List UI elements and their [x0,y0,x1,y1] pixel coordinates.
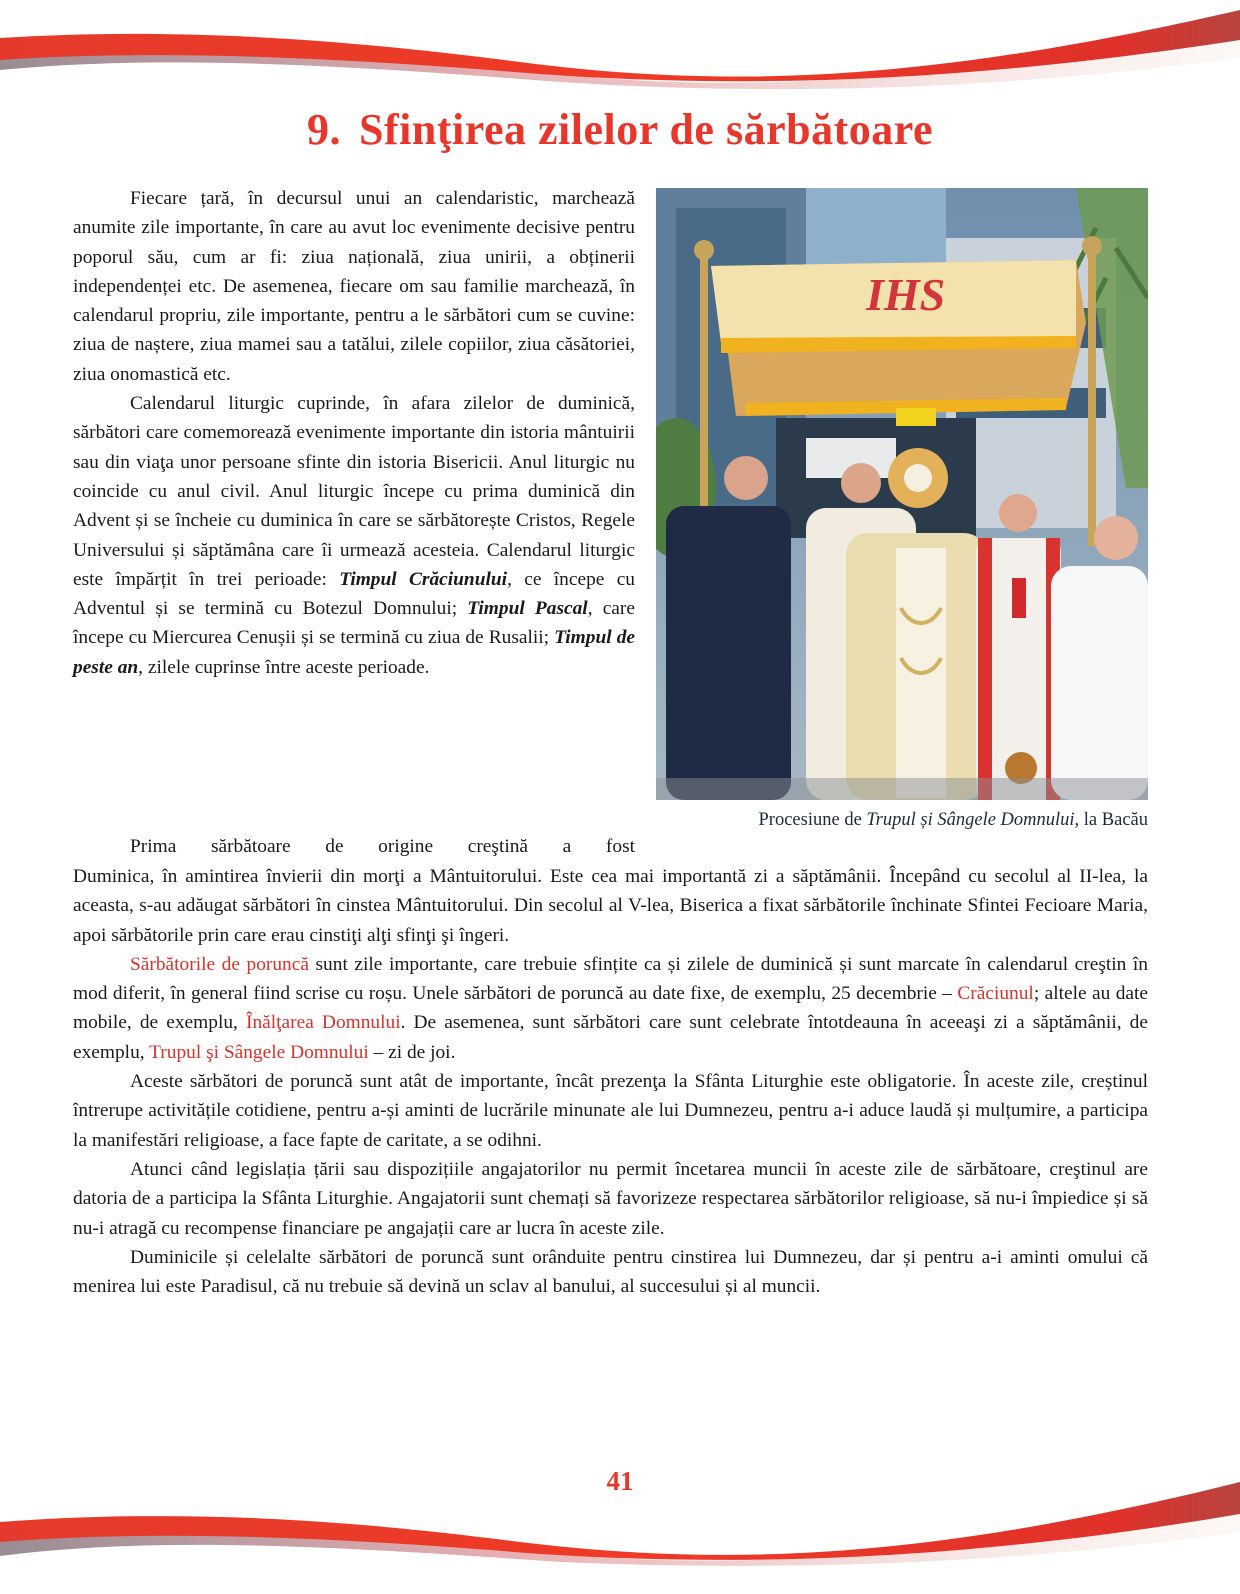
procession-photo [656,188,1148,800]
paragraph [73,1067,1148,1155]
paragraph [73,950,1148,1067]
text-segment: , care începe cu Miercurea Cenușii și se termină cu ziua de Rusalii; [73,598,635,649]
header-swoosh-decoration [0,0,1240,95]
paragraph [73,1243,1148,1302]
liturgical-period-term: Timpul Crăciunului [339,568,508,590]
chapter-number: 9. [307,105,342,154]
caption-italic: Trupul și Sângele Domnului [866,810,1075,830]
photo-caption [656,806,1148,834]
text-segment: – zi de joi. [368,1041,456,1063]
text-segment: Aceste sărbători de poruncă sunt atât de importante, încât prezenţa la Sfânta Liturghie este obligatorie. În aceste zile, creștinul întrerupe activitățile cotidiene, pentru a-și aminti de lucrările minunate ale lui Dumnezeu, pentru a-i aduce laudă și mulțumire, a participa la manifestări religioase, a face fapte de caritate, a se odihni. [73,1071,1148,1151]
paragraph-3-continued: Duminica, în amintirea învierii din morţi a Mântuitorului. Este cea mai importantă zi a săptămânii. Începând cu secolul al II-lea, la aceasta, s-au adăugat sărbători în cinstea Mântuitorului. Din secolul al V-lea, Biserica a fixat sărbătorile închinate Sfintei Fecioare Maria, apoi sărbătorile prin care erau cinstiţi alţi sfinţi şi îngeri. [73,866,1148,946]
text-segment: , ce începe cu Adventul și se termină cu Botezul Domnului; [73,568,635,620]
text-segment: Calendarul liturgic cuprinde, în afara zilelor de duminică, sărbători care comemorează evenimente importante din istoria mântuirii sau din viaţa unor persoane sfinte din istoria Bisericii. Anul liturgic nu coincide cu anul civil. Anul liturgic începe cu prima duminică din Advent și se încheie cu duminica în care se sărbătorește Cristos, Regele Universului și săptămâna care îi urmează acesteia. Calendarul liturgic este împărțit în trei perioade: [73,393,635,590]
procession-photo-illustration [656,188,1148,800]
caption-prefix: Procesiune de [758,810,867,830]
highlighted-feast-term: Sărbătorile de poruncă [130,953,309,975]
page-number: 41 [606,1466,634,1496]
liturgical-period-term: Timpul Pascal [467,598,588,620]
paragraph-3-first-line: Prima sărbătoare de origine creştină a fost [130,836,635,857]
liturgical-period-term: Timpul de peste an [73,627,635,678]
paragraph [73,1155,1148,1243]
text-segment: . De asemenea, sunt sărbători care sunt celebrate întotdeauna în aceeaşi zi a săptămânii, de exemplu, [73,1012,1148,1063]
caption-suffix: , la Bacău [1074,810,1148,830]
page-title [0,104,1240,155]
highlighted-feast-term: Înălţarea Domnului [246,1012,401,1034]
highlighted-feast-term: Trupul şi Sângele Domnului [149,1041,369,1063]
full-width-text [73,862,1148,1301]
canopy-monogram: IHS [866,269,946,320]
left-column-text [73,184,635,682]
text-segment: Duminicile și celelalte sărbători de poruncă sunt orânduite pentru cinstirea lui Dumnezeu, dar și pentru a-i aminti omului că menirea lui este Paradisul, că nu trebuie să devină un sclav al banului, al succesului și al muncii. [73,1246,1148,1298]
text-segment: Fiecare țară, în decursul unui an calendaristic, marchează anumite zile importante, în care au avut loc evenimente decisive pentru poporul său, cum ar fi: ziua națională, ziua unirii, a obținerii independenței etc. De asemenea, fiecare om sau familie marchează, în calendarul propriu, zile importante, pentru a le sărbători cum se cuvine: ziua de naștere, ziua mamei sau a tatălui, zilele copiilor, ziua căsătoriei, ziua onomastică etc. [73,188,635,385]
paragraph [73,184,635,389]
chapter-title: Sfinţirea zilelor de sărbătoare [359,105,933,154]
highlighted-feast-term: Crăciunul [957,983,1034,1005]
paragraph [73,389,635,682]
text-segment: ; altele au date mobile, de exemplu, [73,983,1148,1034]
text-segment: , zilele cuprinse între aceste perioade. [138,656,430,678]
text-segment: Atunci când legislația țării sau dispozițiile angajatorilor nu permit încetarea muncii în aceste zile de sărbătoare, creştinul are datoria de a participa la Sfânta Liturghie. Angajatorii sunt chemați să favorizeze respectarea sărbătorilor religioase, să nu-i împiedice și să nu-i atragă cu recompense financiare pe angajații care ar lucra în aceste zile. [73,1158,1148,1239]
text-segment: sunt zile importante, care trebuie sfințite ca și zilele de duminică și sunt marcate în calendarul creştin în mod diferit, în general fiind scrise cu roșu. Unele sărbători de poruncă au date fixe, de exemplu, 25 decembrie – [73,953,1148,1005]
